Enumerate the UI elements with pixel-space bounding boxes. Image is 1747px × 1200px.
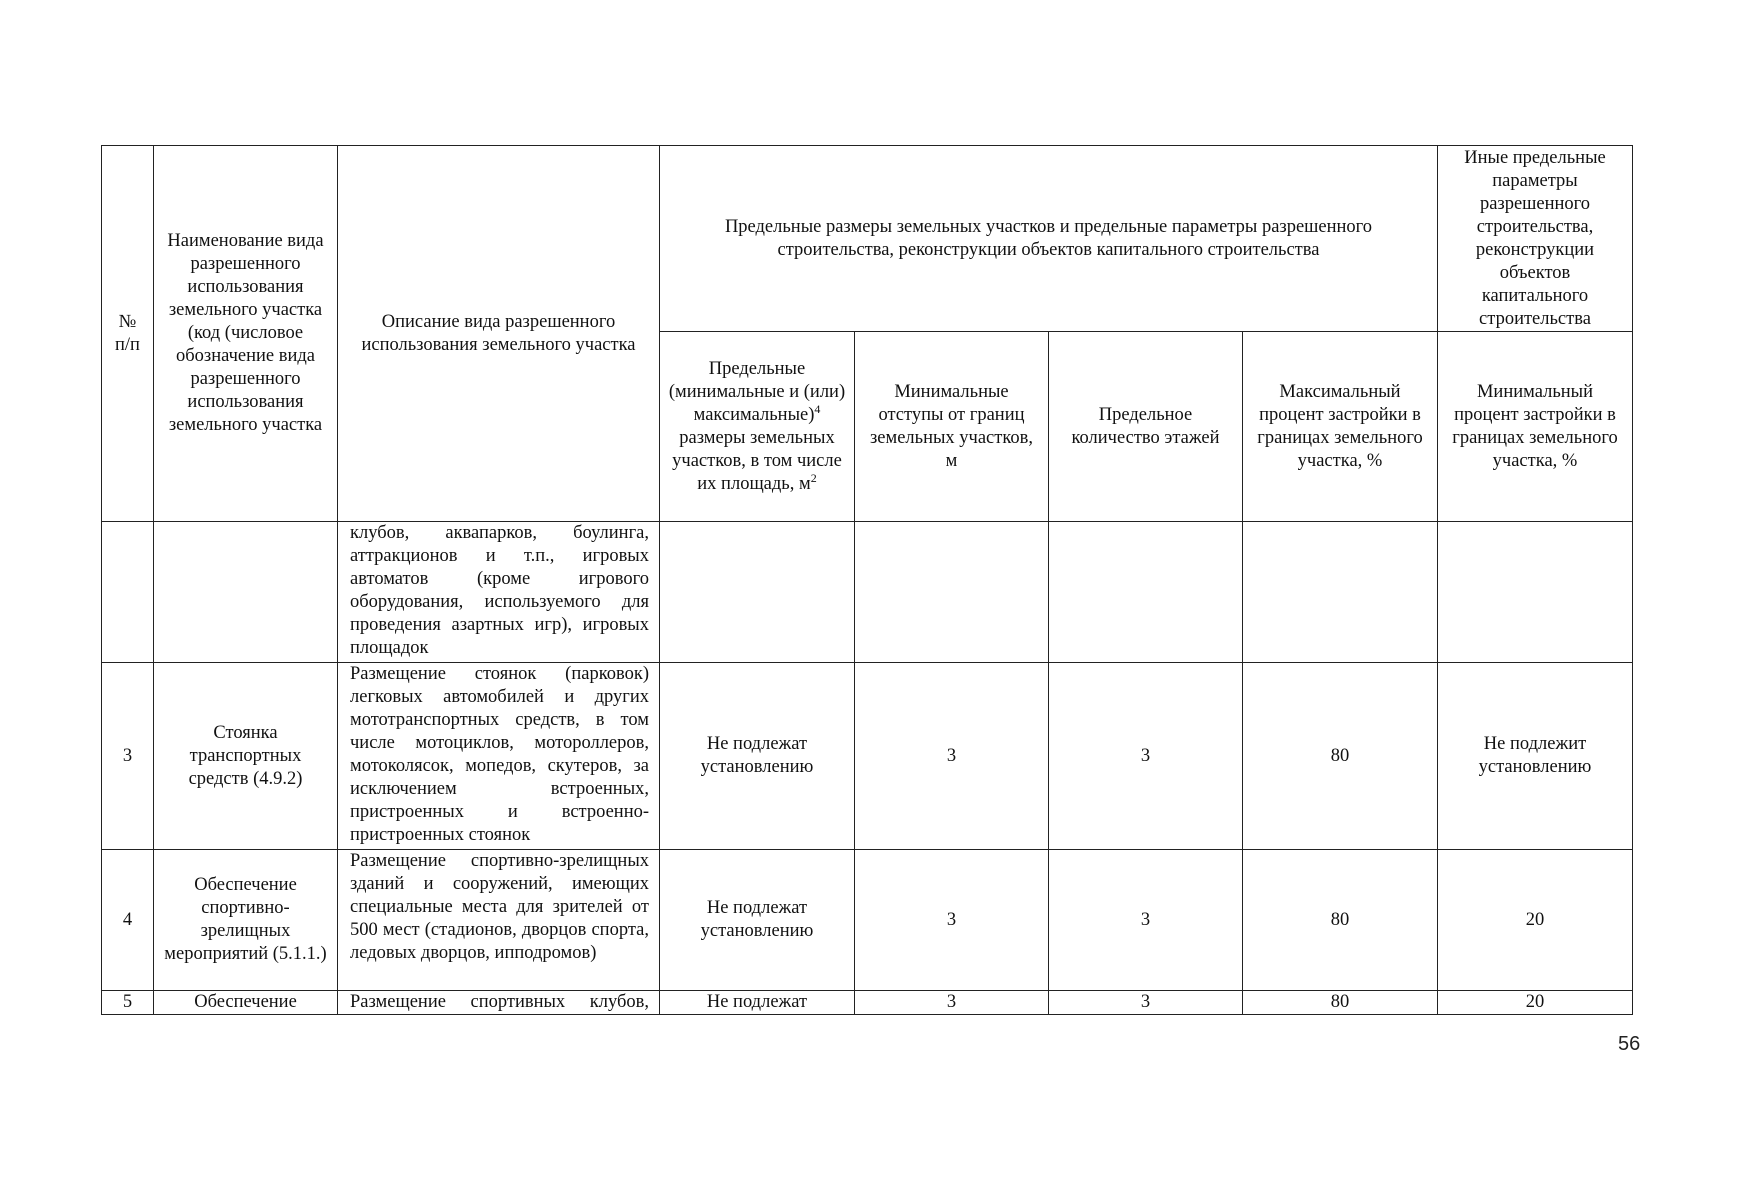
row-min-coverage: 20 — [1438, 991, 1633, 1015]
row-max-coverage: 80 — [1243, 663, 1438, 850]
row-floors: 3 — [1049, 991, 1243, 1015]
row-setbacks — [855, 522, 1049, 663]
row-size-limits: Не подлежат — [660, 991, 855, 1015]
table-row — [102, 850, 1633, 991]
row-description: Размещение спортивных клубов, — [338, 991, 660, 1015]
table-row — [102, 991, 1633, 1015]
row-description: Размещение спортивно-зрелищных зданий и сооружений, имеющих специальные места для зрителей от 500 мест (стадионов, дворцов спорта, ледовых дворцов, ипподромов) — [338, 850, 660, 991]
table-row — [102, 522, 1633, 663]
row-floors — [1049, 522, 1243, 663]
page-number: 56 — [1618, 1033, 1641, 1055]
size-limits-text-2: размеры земельных участков, в том числе их площадь, м — [672, 427, 842, 494]
header-setbacks: Минимальные отступы от границ земельных участков, м — [855, 332, 1049, 522]
row-size-limits — [660, 522, 855, 663]
row-use-type-name: Обеспечение спортивно-зрелищных мероприятий (5.1.1.) — [154, 850, 338, 991]
row-description: клубов, аквапарков, боулинга, аттракционов и т.п., игровых автоматов (кроме игрового оборудования, используемого для проведения азартных игр), игровых площадок — [338, 522, 660, 663]
row-number: 4 — [102, 850, 154, 991]
row-use-type-name — [154, 522, 338, 663]
header-size-limits — [660, 332, 855, 522]
header-floors: Предельное количество этажей — [1049, 332, 1243, 522]
row-min-coverage — [1438, 522, 1633, 663]
row-min-coverage: Не подлежит установлению — [1438, 663, 1633, 850]
header-min-coverage: Минимальный процент застройки в границах земельного участка, % — [1438, 332, 1633, 522]
header-limits-group: Предельные размеры земельных участков и предельные параметры разрешенного строительства, реконструкции объектов капитального строительства — [660, 146, 1438, 332]
row-setbacks: 3 — [855, 850, 1049, 991]
row-floors: 3 — [1049, 850, 1243, 991]
row-number — [102, 522, 154, 663]
size-limits-footnote: 4 — [814, 401, 821, 416]
size-limits-text-1: Предельные (минимальные и (или) максимальные) — [668, 358, 846, 425]
header-other-params: Иные предельные параметры разрешенного строительства, реконструкции объектов капитального строительства — [1438, 146, 1633, 332]
row-setbacks: 3 — [855, 991, 1049, 1015]
row-number: 5 — [102, 991, 154, 1015]
row-min-coverage: 20 — [1438, 850, 1633, 991]
header-max-coverage: Максимальный процент застройки в границах земельного участка, % — [1243, 332, 1438, 522]
row-use-type-name: Обеспечение — [154, 991, 338, 1015]
row-floors: 3 — [1049, 663, 1243, 850]
header-use-type-name: Наименование вида разрешенного использования земельного участка (код (числовое обозначение вида разрешенного использования земельного участка — [154, 146, 338, 522]
row-setbacks: 3 — [855, 663, 1049, 850]
header-number: № п/п — [102, 146, 154, 522]
table-row — [102, 663, 1633, 850]
header-use-description: Описание вида разрешенного использования земельного участка — [338, 146, 660, 522]
row-max-coverage: 80 — [1243, 850, 1438, 991]
row-description: Размещение стоянок (парковок) легковых автомобилей и других мототранспортных средств, в том числе мотоциклов, мотороллеров, мотоколясок, мопедов, скутеров, за исключением встроенных, пристроенных и встроенно-пристроенных стоянок — [338, 663, 660, 850]
size-limits-sup: 2 — [810, 470, 817, 485]
row-size-limits: Не подлежат установлению — [660, 663, 855, 850]
land-use-regulations-table — [101, 145, 1633, 1015]
row-use-type-name: Стоянка транспортных средств (4.9.2) — [154, 663, 338, 850]
row-number: 3 — [102, 663, 154, 850]
row-max-coverage — [1243, 522, 1438, 663]
row-max-coverage: 80 — [1243, 991, 1438, 1015]
row-size-limits: Не подлежат установлению — [660, 850, 855, 991]
